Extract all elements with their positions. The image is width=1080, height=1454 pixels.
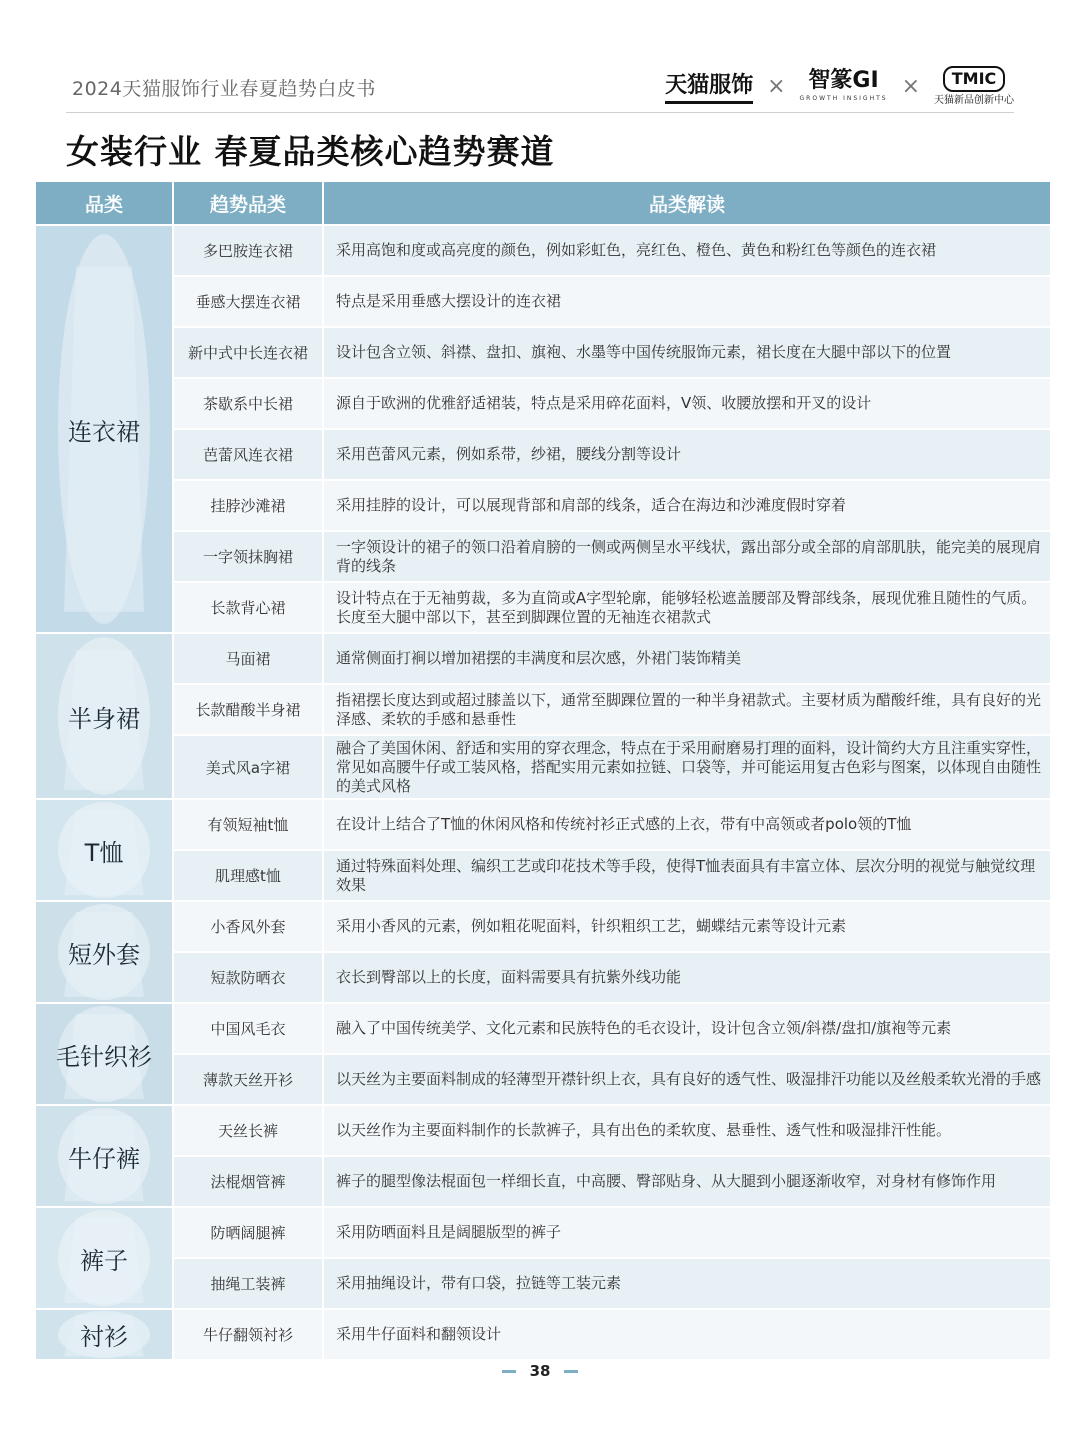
- tmic-logo-text: TMIC: [943, 66, 1006, 92]
- trend-table: [36, 182, 1050, 1359]
- table-row: [174, 1310, 1050, 1359]
- header-interpretation: 品类解读: [324, 182, 1050, 224]
- trend-category-cell: 垂感大摆连衣裙: [174, 277, 324, 326]
- table-row: [174, 1004, 1050, 1053]
- table-row: [174, 377, 1050, 428]
- table-body: [36, 224, 1050, 1359]
- category-group: [36, 900, 1050, 1002]
- interpretation-cell: 融入了中国传统美学、文化元素和民族特色的毛衣设计，设计包含立领/斜襟/盘扣/旗袍等元素: [324, 1004, 1050, 1053]
- footer-dash: [564, 1370, 578, 1373]
- table-row: [174, 326, 1050, 377]
- interpretation-cell: 通常侧面打裥以增加裙摆的丰满度和层次感，外裙门装饰精美: [324, 634, 1050, 683]
- category-label: 裤子: [80, 1246, 128, 1275]
- category-group: [36, 224, 1050, 632]
- category-label: 牛仔裤: [68, 1144, 140, 1173]
- interpretation-cell: 采用小香风的元素，例如粗花呢面料，针织粗织工艺，蝴蝶结元素等设计元素: [324, 902, 1050, 951]
- category-group: [36, 1104, 1050, 1206]
- trend-category-cell: 一字领抹胸裙: [174, 532, 324, 581]
- table-row: [174, 1155, 1050, 1206]
- page-title: 女装行业 春夏品类核心趋势赛道: [66, 132, 555, 171]
- interpretation-cell: 衣长到臀部以上的长度，面料需要具有抗紫外线功能: [324, 953, 1050, 1002]
- trend-category-cell: 新中式中长连衣裙: [174, 328, 324, 377]
- growth-insights-logo-text: 智篆GI: [808, 68, 879, 93]
- trend-category-cell: 小香风外套: [174, 902, 324, 951]
- table-row: [174, 734, 1050, 798]
- trend-category-cell: 抽绳工装裤: [174, 1259, 324, 1308]
- trend-category-cell: 芭蕾风连衣裙: [174, 430, 324, 479]
- table-row: [174, 683, 1050, 734]
- category-cell: [36, 634, 174, 798]
- trend-category-cell: 挂脖沙滩裙: [174, 481, 324, 530]
- table-row: [174, 1208, 1050, 1257]
- table-header: [36, 182, 1050, 224]
- table-row: [174, 902, 1050, 951]
- table-row: [174, 1053, 1050, 1104]
- page-number: 38: [529, 1362, 551, 1380]
- trend-category-cell: 天丝长裤: [174, 1106, 324, 1155]
- growth-insights-logo-sub: GROWTH INSIGHTS: [799, 95, 888, 102]
- header-divider: [66, 112, 1014, 113]
- trend-category-cell: 薄款天丝开衫: [174, 1055, 324, 1104]
- table-row: [174, 479, 1050, 530]
- interpretation-cell: 指裙摆长度达到或超过膝盖以下，通常至脚踝位置的一种半身裙款式。主要材质为醋酸纤维，具有良好的光泽感、柔软的手感和悬垂性: [324, 685, 1050, 734]
- interpretation-cell: 裤子的腿型像法棍面包一样细长直，中高腰、臀部贴身、从大腿到小腿逐渐收窄，对身材有修饰作用: [324, 1157, 1050, 1206]
- header-trend-category: 趋势品类: [174, 182, 324, 224]
- trend-category-cell: 长款背心裙: [174, 583, 324, 632]
- interpretation-cell: 设计包含立领、斜襟、盘扣、旗袍、水墨等中国传统服饰元素，裙长度在大腿中部以下的位置: [324, 328, 1050, 377]
- category-group: [36, 632, 1050, 798]
- category-cell: [36, 226, 174, 632]
- table-row: [174, 581, 1050, 632]
- category-cell: [36, 1310, 174, 1359]
- table-row: [174, 226, 1050, 275]
- header-category: 品类: [36, 182, 174, 224]
- category-cell: [36, 800, 174, 900]
- tmall-fashion-logo: 天猫服饰: [665, 68, 753, 104]
- page-header: [0, 0, 1080, 120]
- growth-insights-logo: [800, 70, 888, 102]
- category-label: T恤: [84, 838, 124, 867]
- partner-logos: [665, 62, 1014, 110]
- trend-category-cell: 短款防晒衣: [174, 953, 324, 1002]
- table-row: [174, 1106, 1050, 1155]
- tmic-logo-sub: 天猫新品创新中心: [934, 95, 1014, 106]
- interpretation-cell: 特点是采用垂感大摆设计的连衣裙: [324, 277, 1050, 326]
- interpretation-cell: 以天丝作为主要面料制作的长款裤子，具有出色的柔软度、悬垂性、透气性和吸湿排汗性能。: [324, 1106, 1050, 1155]
- trend-category-cell: 马面裙: [174, 634, 324, 683]
- category-label: 短外套: [68, 940, 140, 969]
- trend-category-cell: 有领短袖t恤: [174, 800, 324, 849]
- table-row: [174, 530, 1050, 581]
- table-row: [174, 275, 1050, 326]
- trend-category-cell: 牛仔翻领衬衫: [174, 1310, 324, 1359]
- trend-category-cell: 防晒阔腿裤: [174, 1208, 324, 1257]
- category-group: [36, 1206, 1050, 1308]
- trend-category-cell: 多巴胺连衣裙: [174, 226, 324, 275]
- category-label: 连衣裙: [68, 417, 140, 446]
- category-label: 半身裙: [68, 704, 140, 733]
- interpretation-cell: 一字领设计的裙子的领口沿着肩膀的一侧或两侧呈水平线状，露出部分或全部的肩部肌肤，能完美的展现肩背的线条: [324, 532, 1050, 581]
- trend-category-cell: 中国风毛衣: [174, 1004, 324, 1053]
- category-cell: [36, 1208, 174, 1308]
- interpretation-cell: 采用芭蕾风元素，例如系带，纱裙，腰线分割等设计: [324, 430, 1050, 479]
- report-subtitle: 2024天猫服饰行业春夏趋势白皮书: [72, 78, 376, 100]
- trend-category-cell: 茶歇系中长裙: [174, 379, 324, 428]
- table-row: [174, 800, 1050, 849]
- category-cell: [36, 902, 174, 1002]
- category-cell: [36, 1106, 174, 1206]
- trend-category-cell: 长款醋酸半身裙: [174, 685, 324, 734]
- trend-category-cell: 美式风a字裙: [174, 736, 324, 798]
- table-row: [174, 951, 1050, 1002]
- times-sign: ×: [767, 73, 786, 99]
- table-row: [174, 849, 1050, 900]
- trend-category-cell: 肌理感t恤: [174, 851, 324, 900]
- category-cell: [36, 1004, 174, 1104]
- category-label: 毛针织衫: [56, 1042, 152, 1071]
- table-row: [174, 428, 1050, 479]
- interpretation-cell: 采用牛仔面料和翻领设计: [324, 1310, 1050, 1359]
- times-sign: ×: [901, 73, 920, 99]
- interpretation-cell: 采用抽绳设计，带有口袋，拉链等工装元素: [324, 1259, 1050, 1308]
- interpretation-cell: 在设计上结合了T恤的休闲风格和传统衬衫正式感的上衣，带有中高领或者polo领的T恤: [324, 800, 1050, 849]
- tmic-logo: [934, 66, 1014, 106]
- category-group: [36, 798, 1050, 900]
- interpretation-cell: 采用高饱和度或高亮度的颜色，例如彩虹色，亮红色、橙色、黄色和粉红色等颜色的连衣裙: [324, 226, 1050, 275]
- category-label: 衬衫: [80, 1323, 128, 1351]
- interpretation-cell: 以天丝为主要面料制成的轻薄型开襟针织上衣，具有良好的透气性、吸湿排汗功能以及丝般柔软光滑的手感: [324, 1055, 1050, 1104]
- footer-dash: [502, 1370, 516, 1373]
- interpretation-cell: 采用防晒面料且是阔腿版型的裤子: [324, 1208, 1050, 1257]
- table-row: [174, 1257, 1050, 1308]
- table-row: [174, 634, 1050, 683]
- interpretation-cell: 采用挂脖的设计，可以展现背部和肩部的线条，适合在海边和沙滩度假时穿着: [324, 481, 1050, 530]
- category-group: [36, 1308, 1050, 1359]
- trend-category-cell: 法棍烟管裤: [174, 1157, 324, 1206]
- interpretation-cell: 融合了美国休闲、舒适和实用的穿衣理念，特点在于采用耐磨易打理的面料，设计简约大方且注重实穿性，常见如高腰牛仔或工装风格，搭配实用元素如拉链、口袋等，并可能运用复古色彩与图案，以体现自由随性的美式风格: [324, 736, 1050, 798]
- page-footer: [0, 1362, 1080, 1380]
- interpretation-cell: 通过特殊面料处理、编织工艺或印花技术等手段，使得T恤表面具有丰富立体、层次分明的视觉与触觉纹理效果: [324, 851, 1050, 900]
- interpretation-cell: 源自于欧洲的优雅舒适裙装，特点是采用碎花面料，V领、收腰放摆和开叉的设计: [324, 379, 1050, 428]
- category-group: [36, 1002, 1050, 1104]
- interpretation-cell: 设计特点在于无袖剪裁，多为直筒或A字型轮廓，能够轻松遮盖腰部及臀部线条，展现优雅且随性的气质。长度至大腿中部以下，甚至到脚踝位置的无袖连衣裙款式: [324, 583, 1050, 632]
